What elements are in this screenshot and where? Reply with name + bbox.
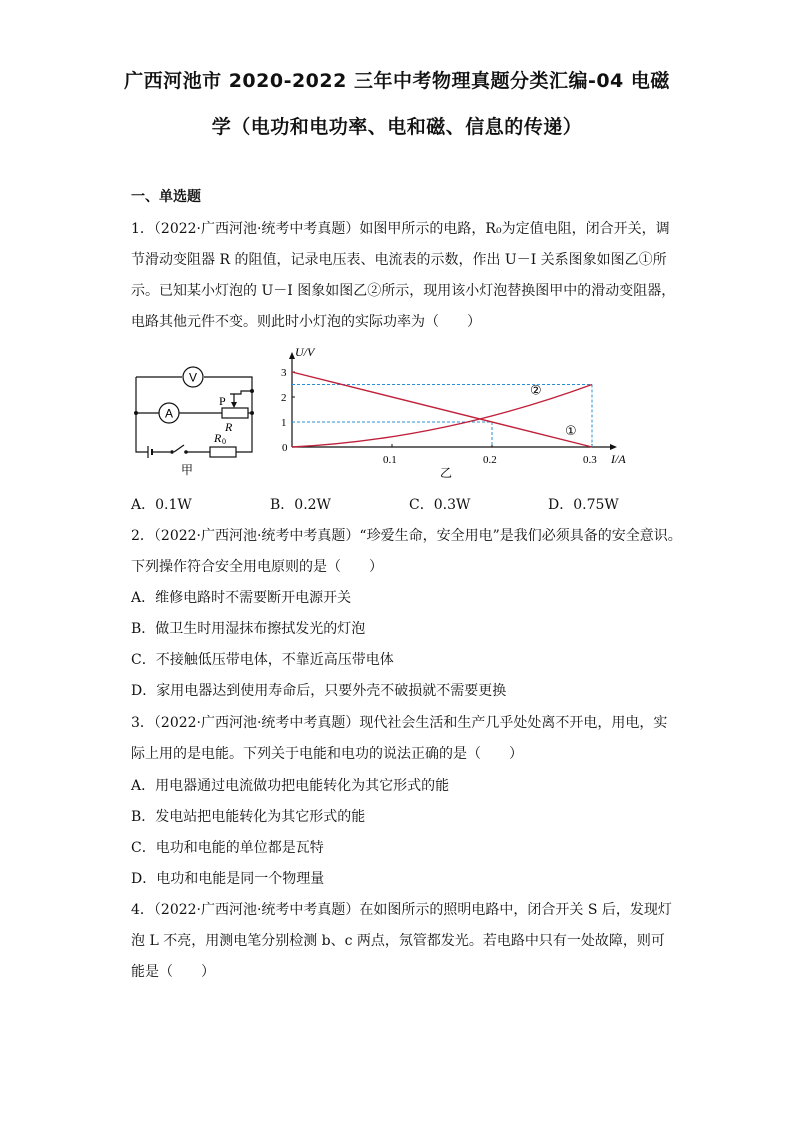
option-b[interactable]: B．发电站把电能转化为其它形式的能 xyxy=(131,809,366,825)
option-d[interactable]: D．0.75W xyxy=(548,497,619,513)
series-1-label: ① xyxy=(565,424,577,439)
junction-dot xyxy=(250,389,254,393)
rheostat-label: R xyxy=(225,420,233,434)
fixed-resistor xyxy=(210,447,236,457)
y-tick-label: 2 xyxy=(281,392,287,404)
fixed-resistor-label: R xyxy=(214,431,222,445)
series-1-line xyxy=(292,372,592,447)
option-b[interactable]: B．0.2W xyxy=(270,497,331,513)
fixed-resistor-subscript: 0 xyxy=(222,437,226,446)
question-text-line: 2．（2022·广西河池·统考中考真题）“珍爱生命，安全用电”是我们必须具备的安全意识。 xyxy=(131,528,682,544)
option-d[interactable]: D．家用电器达到使用寿命后，只要外壳不破损就不需要更换 xyxy=(131,683,507,699)
x-tick-label: 0.1 xyxy=(383,454,397,466)
slider-arrowhead xyxy=(231,402,237,408)
voltmeter-label: V xyxy=(188,370,198,385)
ammeter-label: A xyxy=(164,406,174,421)
document-title-line1: 广西河池市 2020-2022 三年中考物理真题分类汇编-04 电磁 xyxy=(124,70,670,92)
question-text-line: 能是（ ） xyxy=(131,964,215,980)
circuit-wire-left xyxy=(136,377,148,452)
option-a[interactable]: A．0.1W xyxy=(131,497,192,513)
series-2-label: ② xyxy=(530,383,542,399)
question-text-line: 示。已知某小灯泡的 U－I 图象如图乙②所示，现用该小灯泡替换图甲中的滑动变阻器， xyxy=(131,283,676,299)
question-1-figure xyxy=(126,343,626,483)
option-b[interactable]: B．做卫生时用湿抹布擦拭发光的灯泡 xyxy=(131,621,366,637)
question-text-line: 际上用的是电能。下列关于电能和电功的说法正确的是（ ） xyxy=(131,746,523,762)
y-axis-label: U/V xyxy=(295,345,315,359)
x-tick-label: 0.2 xyxy=(483,454,497,466)
switch-contact xyxy=(184,450,188,454)
question-text-line: 1．（2022·广西河池·统考中考真题）如图甲所示的电路，R₀为定值电阻，闭合开关，调 xyxy=(131,221,670,237)
series-2-curve xyxy=(292,385,592,448)
circuit-caption: 甲 xyxy=(181,463,194,477)
option-c[interactable]: C．电功和电能的单位都是瓦特 xyxy=(131,840,324,856)
switch-contact xyxy=(170,450,174,454)
y-tick-label: 3 xyxy=(281,367,287,379)
circuit-wire-top-right xyxy=(204,377,252,452)
question-text-line: 节滑动变阻器 R 的阻值，记录电压表、电流表的示数，作出 U－I 关系图象如图乙①所 xyxy=(131,252,667,268)
u-i-graph xyxy=(281,345,626,480)
graph-caption: 乙 xyxy=(440,466,453,480)
origin-label: 0 xyxy=(282,442,288,454)
y-tick-label: 1 xyxy=(281,417,287,429)
junction-dot xyxy=(250,411,254,415)
option-c[interactable]: C．不接触低压带电体，不靠近高压带电体 xyxy=(131,652,394,668)
slider-label: P xyxy=(219,394,226,408)
option-a[interactable]: A．用电器通过电流做功把电能转化为其它形式的能 xyxy=(131,778,450,794)
figure-svg xyxy=(126,343,626,483)
x-axis-label: I/A xyxy=(611,452,626,466)
switch-lever xyxy=(174,445,184,452)
question-text-line: 4．（2022·广西河池·统考中考真题）在如图所示的照明电路中，闭合开关 S 后，发现灯 xyxy=(131,902,672,918)
x-tick-label: 0.3 xyxy=(583,454,597,466)
rheostat-r xyxy=(222,408,248,418)
question-text-line: 泡 L 不亮，用测电笔分别检测 b、c 两点，氖管都发光。若电路中只有一处故障，则可 xyxy=(131,933,665,949)
x-axis-arrow xyxy=(610,444,617,450)
option-a[interactable]: A．维修电路时不需要断开电源开关 xyxy=(131,590,352,606)
question-text-line: 3．（2022·广西河池·统考中考真题）现代社会生活和生产几乎处处离不开电，用电，实 xyxy=(131,715,668,731)
option-c[interactable]: C．0.3W xyxy=(409,497,471,513)
question-text-line: 下列操作符合安全用电原则的是（ ） xyxy=(131,559,383,575)
slider-wire xyxy=(234,391,252,394)
question-text-line: 电路其他元件不变。则此时小灯泡的实际功率为（ ） xyxy=(131,314,481,330)
section-heading: 一、单选题 xyxy=(131,189,201,205)
junction-dot xyxy=(134,411,138,415)
document-title-line2: 学（电功和电功率、电和磁、信息的传递） xyxy=(211,116,583,138)
circuit-diagram xyxy=(136,377,252,458)
option-d[interactable]: D．电功和电能是同一个物理量 xyxy=(131,871,325,887)
